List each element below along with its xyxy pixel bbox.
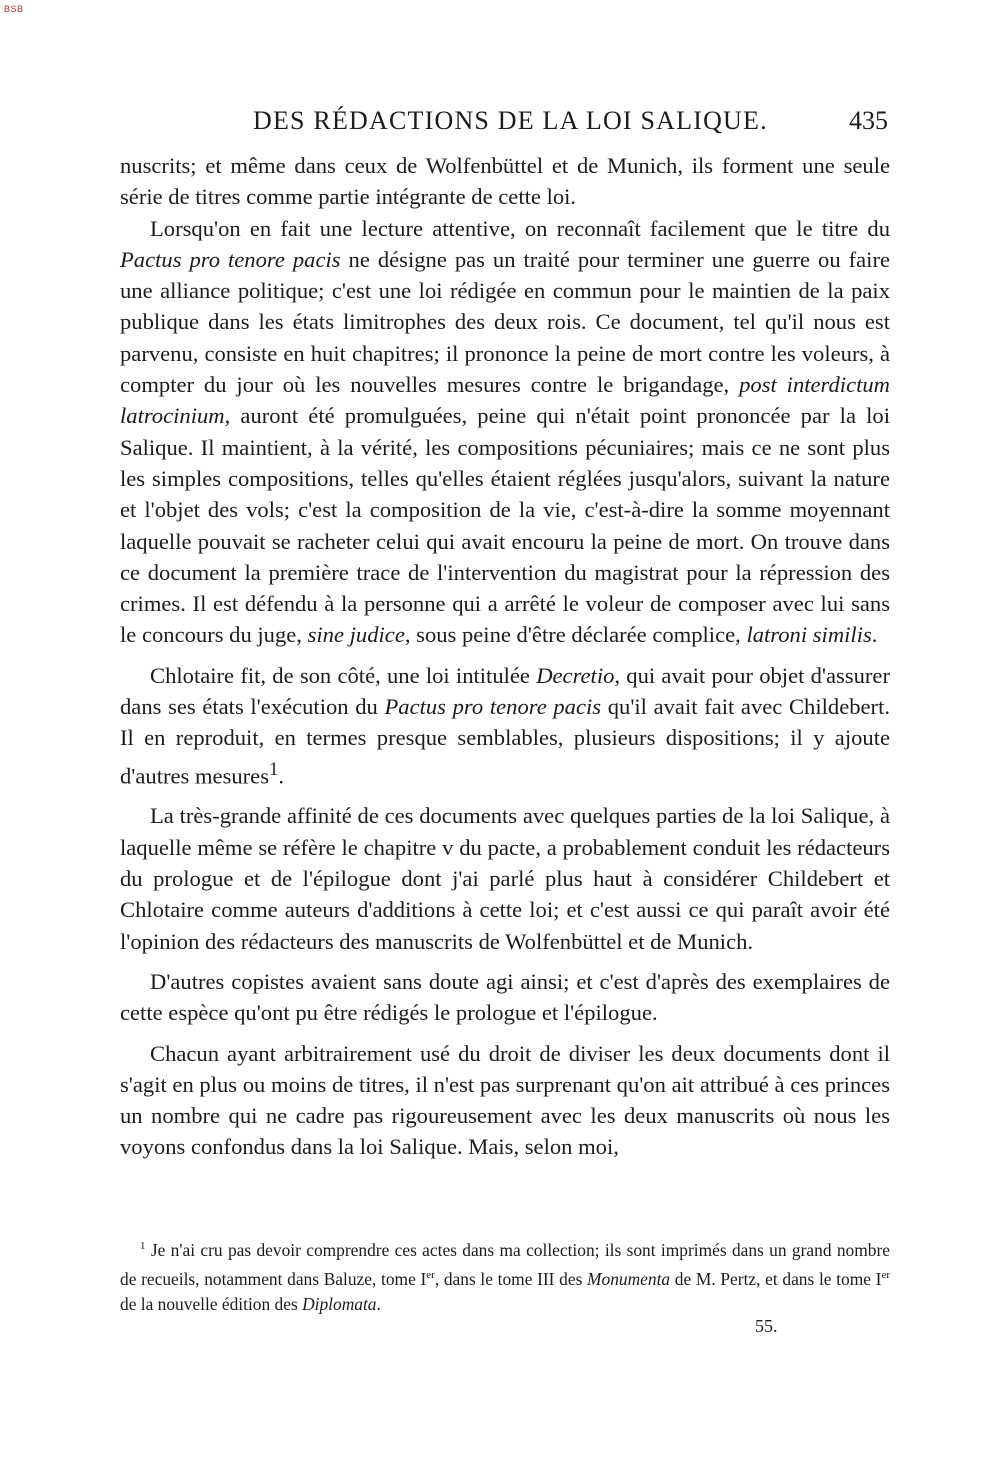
text-run: de la nouvelle édition des bbox=[120, 1293, 303, 1314]
printer-signature: 55. bbox=[755, 1316, 778, 1336]
italic-text: Decretio bbox=[536, 662, 615, 688]
italic-text: Monumenta bbox=[587, 1268, 671, 1289]
italic-text: Pactus pro tenore pacis bbox=[384, 694, 602, 720]
text-run: qu'il avait fait avec Childebert. Il en reproduit, en termes presque semblables, plusieurs dispositions; il y ajoute d'autres mesures bbox=[120, 694, 890, 789]
italic-text: post interdictum latrocinium bbox=[120, 372, 890, 429]
footnote-marker: er bbox=[881, 1268, 890, 1281]
text-run: La très-grande affinité de ces documents avec quelques parties de la loi Salique, à laquelle même se réfère le chapitre v du pacte, a probablement conduit les rédacteurs du prologue et de l'épilogue dont j'ai parlé plus haut à considérer Childebert et Chlotaire comme auteurs d'additions à cette loi; et c'est aussi ce qui paraît avoir été l'opinion des rédacteurs des manuscrits de Wolfenbüttel et de Munich. bbox=[120, 803, 890, 954]
paragraph bbox=[120, 213, 890, 651]
running-title: DES RÉDACTIONS DE LA LOI SALIQUE. bbox=[253, 106, 768, 135]
footnote-number: 1 bbox=[140, 1240, 146, 1252]
text-run: D'autres copistes avaient sans doute agi ainsi; et c'est d'après des exemplaires de cette espèce qu'ont pu être rédigés le prologue et l'épilogue. bbox=[120, 968, 890, 1026]
text-run: . bbox=[278, 763, 285, 789]
text-run: Chacun ayant arbitrairement usé du droit de diviser les deux documents dont il s'agit en plus ou moins de titres, il n'est pas surprenant qu'on ait attribué à ces princes un nombre qui ne cadre pas rigoureusement avec les deux manuscrits où nous les voyons confondus dans la loi Salique. Mais, selon moi, bbox=[120, 1040, 890, 1160]
text-run: Je n'ai cru pas devoir comprendre ces actes dans ma collection; ils sont imprimés dans un grand nombre de recueils, notamment dans Baluze, tome I bbox=[120, 1239, 890, 1289]
text-run: nuscrits; et même dans ceux de Wolfenbüttel et de Munich, ils forment une seule série de titres comme partie intégrante de cette loi. bbox=[120, 153, 890, 210]
footnote-area bbox=[120, 1234, 890, 1317]
paragraph bbox=[120, 660, 890, 792]
text-run: de M. Pertz, et dans le tome I bbox=[670, 1268, 882, 1289]
text-run: Lorsqu'on en fait une lecture attentive, on reconnaît facilement que le titre du bbox=[150, 215, 890, 241]
paragraph bbox=[120, 150, 890, 213]
text-run: ne désigne pas un traité pour terminer une guerre ou faire une alliance politique; c'est une loi rédigée en commun pour le maintien de la paix publique dans les états limitrophes des deux rois. Ce document, tel qu'il nous est parvenu, consiste en huit chapitres; il prononce la peine de mort contre les voleurs, à compter du jour où les nouvelles mesures contre le brigandage, bbox=[120, 246, 890, 398]
main-text bbox=[120, 150, 890, 1163]
text-run: , auront été promulguées, peine qui n'était point prononcée par la loi Salique. Il maintient, à la vérité, les compositions pécuniaires; mais ce ne sont plus les simples compositions, telles qu'elles étaient réglées jusqu'alors, suivant la nature et l'objet des vols; c'est la composition de la vie, c'est-à-dire la somme moyennant laquelle pouvait se racheter celui qui avait encouru la peine de mort. On trouve dans ce document la première trace de l'intervention du magistrat pour la répression des crimes. Il est défendu à la personne qui a arrêté le voleur de composer avec lui sans le concours du juge, bbox=[120, 403, 890, 648]
text-run: , qui avait pour objet d'assurer dans ses états l'exécution du bbox=[120, 662, 890, 720]
text-run: Chlotaire fit, de son côté, une loi intitulée bbox=[150, 662, 537, 688]
italic-text: Pactus pro tenore pacis bbox=[120, 246, 341, 272]
library-stamp: BSB bbox=[4, 4, 24, 14]
page-number: 435 bbox=[849, 106, 888, 135]
text-run: , sous peine d'être déclarée complice, bbox=[404, 622, 747, 648]
paragraph bbox=[120, 966, 890, 1029]
text-run: . bbox=[871, 622, 878, 648]
italic-text: sine judice bbox=[307, 622, 405, 648]
text-run: . bbox=[376, 1293, 381, 1314]
footnote bbox=[120, 1234, 890, 1317]
paragraph bbox=[120, 1038, 890, 1163]
italic-text: latroni similis bbox=[746, 622, 872, 648]
footnote-marker: 1 bbox=[269, 758, 279, 780]
text-run: , dans le tome III des bbox=[434, 1268, 588, 1289]
italic-text: Diplomata bbox=[302, 1293, 377, 1314]
footnote-marker: er bbox=[426, 1268, 435, 1281]
page-header bbox=[145, 106, 890, 146]
paragraph bbox=[120, 800, 890, 956]
